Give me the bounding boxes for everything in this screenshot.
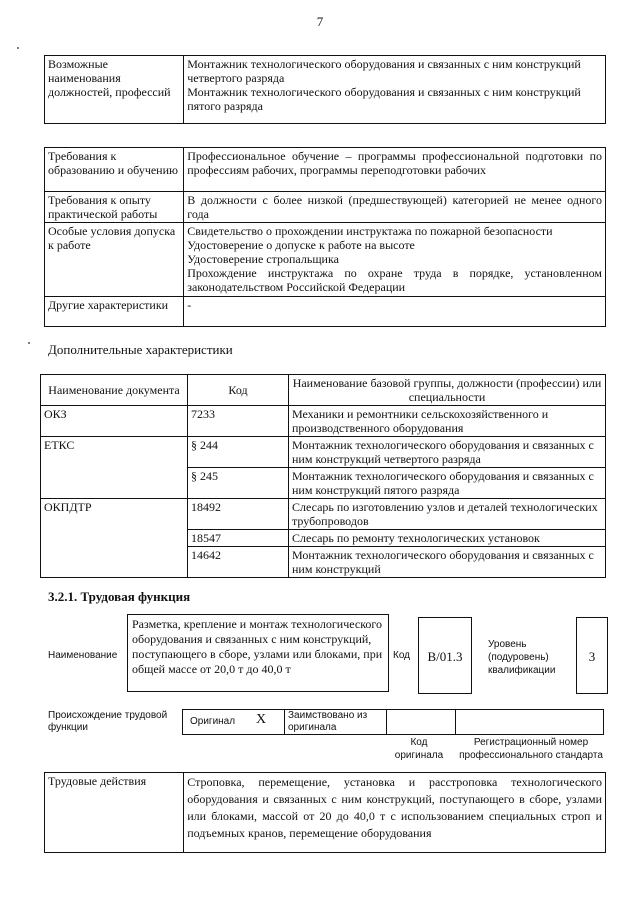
reg-number-label: Регистрационный номер профессионального стандарта xyxy=(459,737,603,761)
table-row xyxy=(41,499,606,530)
original-label: Оригинал xyxy=(190,716,236,727)
header-doc: Наименование документа xyxy=(41,375,188,406)
table-header-row xyxy=(41,375,606,406)
actions-label: Трудовые действия xyxy=(45,773,184,853)
level-label: Уровень (подуровень) квалификации xyxy=(488,639,556,676)
admission-line-2: Удостоверение о допуске к работе на высоте xyxy=(187,238,415,252)
scan-speck xyxy=(28,342,30,344)
header-name: Наименование базовой группы, должности (профессии) или специальности xyxy=(289,375,606,406)
code-value: B/01.3 xyxy=(427,649,463,664)
code-original-label: Код оригинала xyxy=(394,737,444,761)
education-label: Требования к образованию и обучению xyxy=(45,148,184,192)
borrowed-label: Заимствовано из оригинала xyxy=(288,710,368,733)
education-value: Профессиональное обучение – программы профессиональной подготовки по профессиям рабочих, программы переподготовки рабочих xyxy=(184,148,606,192)
requirements-table xyxy=(44,147,606,327)
row-name: Монтажник технологического оборудования и связанных с ним конструкций четвертого разряда xyxy=(289,437,606,468)
admission-line-4: Прохождение инструктажа по охране труда в порядке, установленном законодательством Российской Федерации xyxy=(187,266,602,294)
row-name: Слесарь по ремонту технологических установок xyxy=(289,530,606,547)
row-doc: ОКЗ xyxy=(41,406,188,437)
labor-function-title: 3.2.1. Трудовая функция xyxy=(48,589,191,604)
table-row xyxy=(45,148,606,192)
original-mark: X xyxy=(256,712,267,727)
code-label: Код xyxy=(393,650,411,661)
row-code: § 245 xyxy=(188,468,289,499)
table-row xyxy=(45,192,606,223)
row-doc: ЕТКС xyxy=(41,437,188,499)
function-name-box xyxy=(127,614,389,692)
possible-title-2: Монтажник технологического оборудования и связанных с ним конструкций пятого разряда xyxy=(187,85,581,113)
table-row xyxy=(45,56,606,124)
divider xyxy=(386,709,387,734)
divider xyxy=(455,709,456,734)
function-name-value: Разметка, крепление и монтаж технологического оборудования и связанных с ним конструкций, поступающего в сборе, узлами или блоками, при общей массе от 20,0 т до 40,0 т xyxy=(132,617,383,676)
origin-box xyxy=(182,709,604,735)
experience-value: В должности с более низкой (предшествующей) категорией не менее одного года xyxy=(184,192,606,223)
other-value: - xyxy=(184,297,606,327)
table-row xyxy=(45,297,606,327)
origin-label: Происхождение трудовой функции xyxy=(48,710,168,733)
possible-title-1: Монтажник технологического оборудования и связанных с ним конструкций четвертого разряда xyxy=(187,57,581,85)
additional-title: Дополнительные характеристики xyxy=(48,342,233,357)
row-name: Монтажник технологического оборудования и связанных с ним конструкций пятого разряда xyxy=(289,468,606,499)
level-box xyxy=(576,617,608,694)
table-row xyxy=(41,437,606,468)
row-code: 7233 xyxy=(188,406,289,437)
row-name: Монтажник технологического оборудования и связанных с ним конструкций xyxy=(289,547,606,578)
row-code: 18547 xyxy=(188,530,289,547)
admission-label: Особые условия допуска к работе xyxy=(45,223,184,297)
table-row xyxy=(45,223,606,297)
scan-speck xyxy=(17,47,19,49)
row-code: 18492 xyxy=(188,499,289,530)
actions-text: Строповка, перемещение, установка и расстроповка технологического оборудования и связанных с ним конструкций, поступающего в сборе, узлами или блоками, массой от 20 до 40,0 т с использованием специальных строп и подъемных кранов, перемещение оборудования xyxy=(184,773,606,853)
row-name: Механики и ремонтники сельскохозяйственного и производственного оборудования xyxy=(289,406,606,437)
row-doc: ОКПДТР xyxy=(41,499,188,578)
table-row xyxy=(41,406,606,437)
actions-table xyxy=(44,772,606,853)
page-number: 7 xyxy=(316,14,324,29)
admission-line-1: Свидетельство о прохождении инструктажа по пожарной безопасности xyxy=(187,224,553,238)
possible-titles-label: Возможные наименования должностей, профессий xyxy=(45,56,184,124)
level-value: 3 xyxy=(588,649,596,664)
name-label: Наименование xyxy=(48,650,118,661)
table-row xyxy=(45,773,606,853)
other-label: Другие характеристики xyxy=(45,297,184,327)
additional-table xyxy=(40,374,606,578)
divider xyxy=(284,709,285,734)
row-code: § 244 xyxy=(188,437,289,468)
admission-values xyxy=(184,223,606,297)
admission-line-3: Удостоверение стропальщика xyxy=(187,252,339,266)
experience-label: Требования к опыту практической работы xyxy=(45,192,184,223)
header-code: Код xyxy=(188,375,289,406)
possible-titles-values xyxy=(184,56,606,124)
possible-titles-table xyxy=(44,55,606,124)
code-box xyxy=(418,617,472,694)
row-name: Слесарь по изготовлению узлов и деталей технологических трубопроводов xyxy=(289,499,606,530)
row-code: 14642 xyxy=(188,547,289,578)
